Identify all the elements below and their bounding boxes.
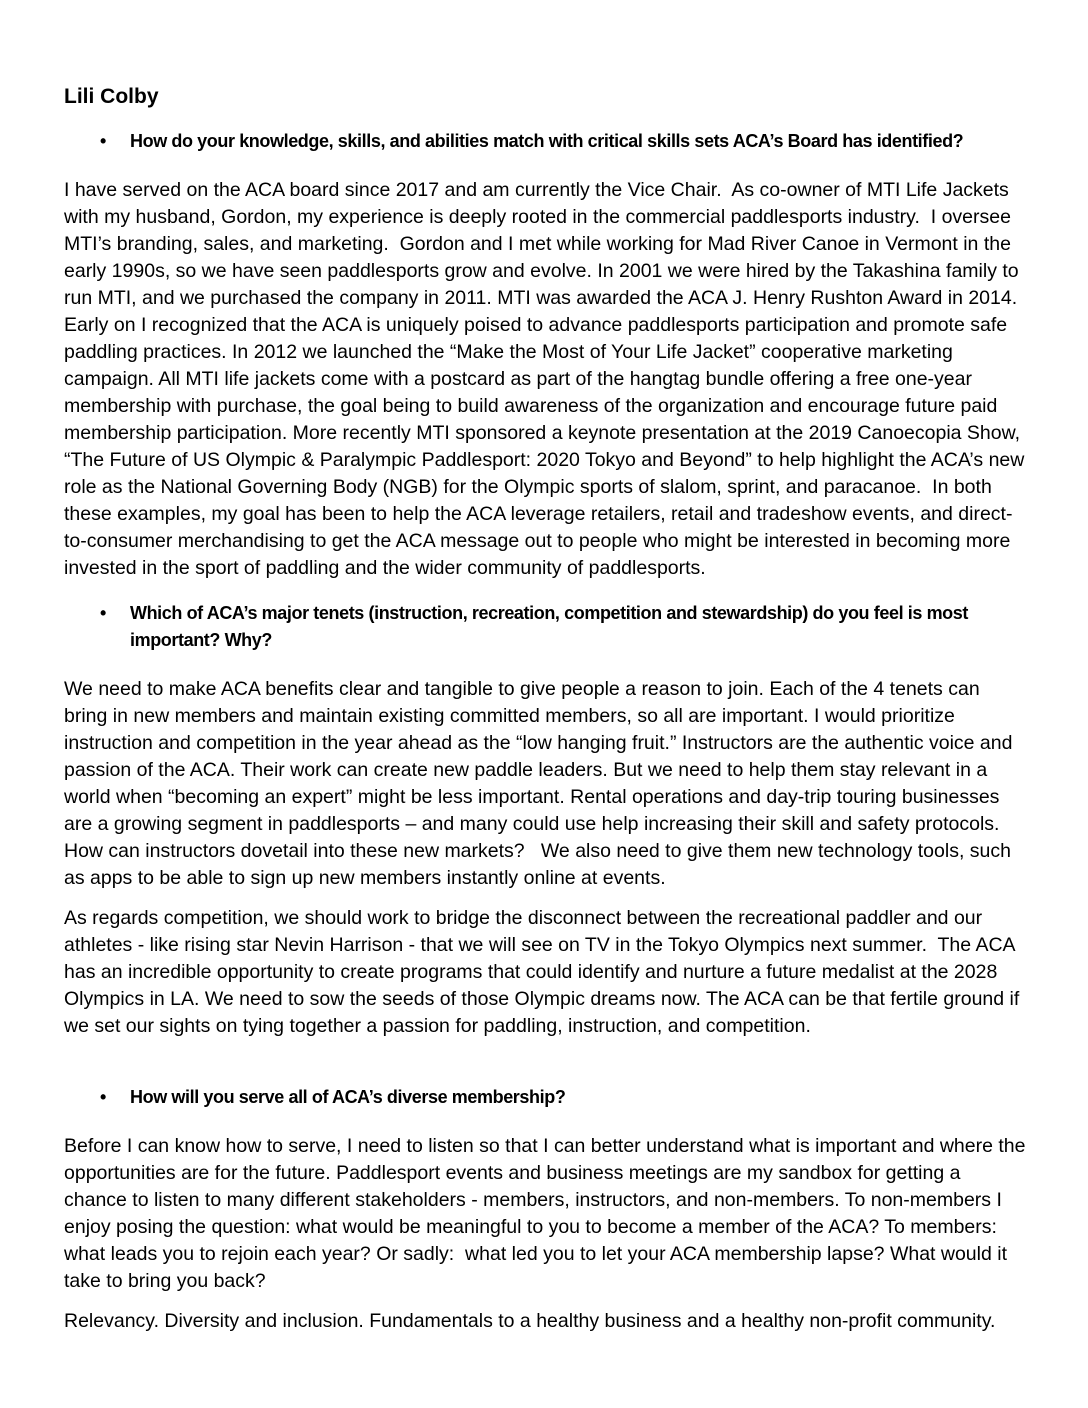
question-1-text: How do your knowledge, skills, and abilities match with critical skills sets ACA’s Board has identified? <box>130 131 964 151</box>
question-bullet-3 <box>64 1084 1026 1111</box>
bullet-icon: • <box>100 1087 106 1107</box>
answer-1-paragraph-1: I have served on the ACA board since 2017 and am currently the Vice Chair. As co-owner of MTI Life Jackets with my husband, Gordon, my experience is deeply rooted in the commercial paddlesports industry. I oversee MTI’s branding, sales, and marketing. Gordon and I met while working for Mad River Canoe in Vermont in the early 1990s, so we have seen paddlesports grow and evolve. In 2001 we were hired by the Takashina family to run MTI, and we purchased the company in 2011. MTI was awarded the ACA J. Henry Rushton Award in 2014. Early on I recognized that the ACA is uniquely poised to advance paddlesports participation and promote safe paddling practices. In 2012 we launched the “Make the Most of Your Life Jacket” cooperative marketing campaign. All MTI life jackets come with a postcard as part of the hangtag bundle offering a free one-year membership with purchase, the goal being to build awareness of the organization and encourage future paid membership participation. More recently MTI sponsored a keynote presentation at the 2019 Canoecopia Show, “The Future of US Olympic & Paralympic Paddlesport: 2020 Tokyo and Beyond” to help highlight the ACA’s new role as the National Governing Body (NGB) for the Olympic sports of slalom, sprint, and paracanoe. In both these examples, my goal has been to help the ACA leverage retailers, retail and tradeshow events, and direct-to-consumer merchandising to get the ACA message out to people who might be interested in becoming more invested in the sport of paddling and the wider community of paddlesports. <box>64 179 1030 579</box>
answer-3-paragraph-1: Before I can know how to serve, I need to listen so that I can better understand what is important and where the opportunities are for the future. Paddlesport events and business meetings are my sandbox for getting a chance to listen to many different stakeholders - members, instructors, and non-members. To non-members I enjoy posing the question: what would be meaningful to you to become a member of the ACA? To members: what leads you to rejoin each year? Or sadly: what led you to let your ACA membership lapse? What would it take to bring you back? <box>64 1135 1031 1292</box>
question-3-text: How will you serve all of ACA’s diverse membership? <box>130 1087 566 1107</box>
answer-2-paragraph-2: As regards competition, we should work to bridge the disconnect between the recreational paddler and our athletes - like rising star Nevin Harrison - that we will see on TV in the Tokyo Olympics next summer. The ACA has an incredible opportunity to create programs that could identify and nurture a future medalist at the 2028 Olympics in LA. We need to sow the seeds of those Olympic dreams now. The ACA can be that fertile ground if we set our sights on tying together a passion for paddling, instruction, and competition. <box>64 907 1025 1037</box>
bullet-icon: • <box>100 131 106 151</box>
question-2-text: Which of ACA’s major tenets (instruction, recreation, competition and stewardship) do you feel is most important? Why? <box>130 603 973 650</box>
answer-3-paragraph-2: Relevancy. Diversity and inclusion. Fundamentals to a healthy business and a healthy non-profit community. <box>64 1310 996 1332</box>
answer-2-paragraph-1: We need to make ACA benefits clear and tangible to give people a reason to join. Each of the 4 tenets can bring in new members and maintain existing committed members, so all are important. I would prioritize instruction and competition in the year ahead as the “low hanging fruit.” Instructors are the authentic voice and passion of the ACA. Their work can create new paddle leaders. But we need to help them stay relevant in a world when “becoming an expert” might be less important. Rental operations and day-trip touring businesses are a growing segment in paddlesports – and many could use help increasing their skill and safety protocols. How can instructors dovetail into these new markets? We also need to give them new technology tools, such as apps to be able to sign up new members instantly online at events. <box>64 678 1018 889</box>
question-bullet-1 <box>64 128 1026 155</box>
document-title: Lili Colby <box>64 85 159 108</box>
bullet-icon: • <box>100 603 106 623</box>
question-bullet-2 <box>64 600 1026 654</box>
